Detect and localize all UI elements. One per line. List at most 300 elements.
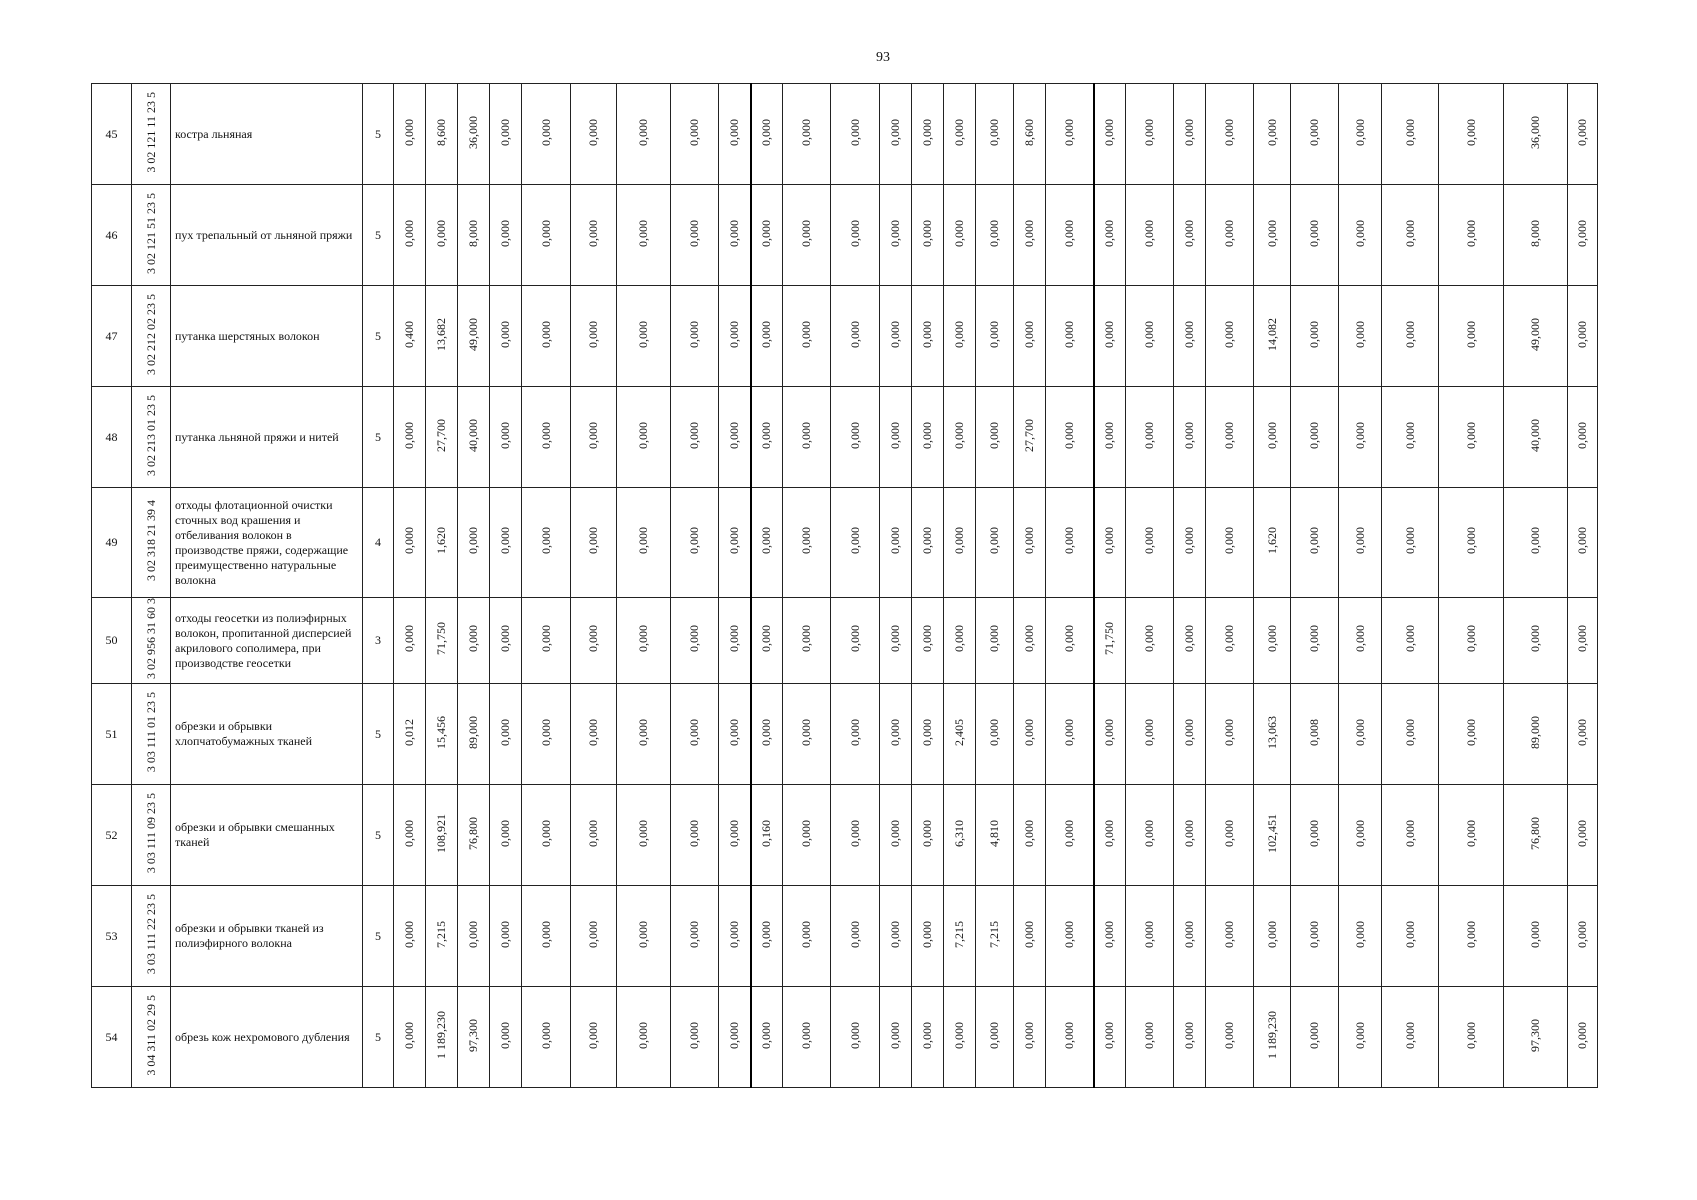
value-cell: 0,000 [799,718,813,746]
value-cell: 0,000 [1575,920,1589,948]
value-cell: 0,000 [952,1021,966,1049]
value-cell: 0,000 [1182,219,1196,247]
value-cell: 0,000 [586,118,600,146]
value-cell: 0,000 [888,625,902,652]
value-cell: 0,000 [498,920,512,948]
value-cell: 0,000 [888,118,902,146]
value-cell: 0,000 [1102,219,1117,247]
value-cell: 0,000 [1222,219,1236,247]
value-cell: 97,300 [466,1018,480,1052]
value-cell: 0,000 [1463,320,1478,348]
table-row [92,886,1598,987]
hazard-class: 5 [375,827,381,842]
value-cell: 0,000 [687,718,701,746]
value-cell: 0,000 [1575,527,1589,554]
value-cell: 0,000 [636,421,650,449]
table-row [92,987,1598,1088]
value-cell: 0,000 [1463,920,1478,948]
value-cell: 0,000 [847,625,862,652]
row-number: 51 [105,726,118,741]
value-cell: 0,000 [1575,320,1589,348]
value-cell: 0,000 [888,920,902,948]
value-cell: 0,000 [1102,527,1117,554]
value-cell: 0,000 [1142,718,1156,746]
value-cell: 0,000 [1182,625,1196,652]
value-cell: 0,000 [759,118,774,146]
value-cell: 0,000 [498,421,512,449]
value-cell: 7,215 [952,920,966,948]
value-cell: 0,000 [1022,920,1036,948]
value-cell: 0,000 [799,219,813,247]
value-cell: 0,000 [586,1021,600,1049]
value-cell: 0,000 [987,118,1001,146]
value-cell: 0,000 [1463,527,1478,554]
table-row [92,185,1598,286]
hazard-class: 5 [375,1029,381,1044]
value-cell: 0,000 [847,1021,862,1049]
value-cell: 0,000 [636,920,650,948]
value-cell: 0,000 [538,1021,553,1049]
value-cell: 0,000 [1528,920,1542,948]
value-cell: 0,000 [920,718,934,746]
waste-name: обрезь кож нехромового дубления [175,1029,350,1044]
value-cell: 0,000 [586,819,600,847]
value-cell: 0,000 [888,527,902,554]
value-cell: 0,000 [847,118,862,146]
value-cell: 0,000 [987,625,1001,652]
value-cell: 0,000 [987,219,1001,247]
value-cell: 0,000 [1352,527,1367,554]
value-cell: 0,000 [1142,1021,1156,1049]
value-cell: 0,000 [1264,920,1279,948]
value-cell: 0,000 [538,421,553,449]
value-cell: 0,000 [888,219,902,247]
value-cell: 108,921 [434,813,448,853]
table-row [92,387,1598,488]
value-cell: 0,000 [1402,819,1417,847]
value-cell: 0,000 [636,718,650,746]
value-cell: 0,000 [799,527,813,554]
value-cell: 0,000 [726,819,741,847]
value-cell: 89,000 [1528,715,1542,749]
value-cell: 7,215 [434,920,448,948]
value-cell: 0,000 [1402,421,1417,449]
value-cell: 0,000 [1352,421,1367,449]
waste-name: отходы геосетки из полиэфирных волокон, пропитанной дисперсией акрилового сополимера, при производстве геосетки [175,610,352,670]
waste-name: костра льняная [175,126,253,141]
table-row [92,684,1598,785]
value-cell: 0,000 [687,320,701,348]
value-cell: 0,000 [987,320,1001,348]
value-cell: 0,000 [1102,421,1117,449]
value-cell: 0,000 [726,718,741,746]
waste-code: 3 02 213 01 23 5 [143,394,158,476]
value-cell: 71,750 [434,622,448,655]
value-cell: 0,000 [799,819,813,847]
value-cell: 0,000 [687,625,701,652]
value-cell: 0,000 [1264,625,1279,652]
value-cell: 0,000 [759,527,774,554]
value-cell: 0,000 [1061,421,1076,449]
value-cell: 0,000 [1102,118,1117,146]
value-cell: 0,000 [687,421,701,449]
hazard-class: 5 [375,227,381,242]
value-cell: 6,310 [952,819,966,847]
value-cell: 0,000 [987,1021,1001,1049]
value-cell: 0,000 [1307,920,1321,948]
value-cell: 0,000 [687,527,701,554]
value-cell: 0,000 [759,320,774,348]
value-cell: 0,000 [1307,118,1321,146]
value-cell: 0,000 [687,219,701,247]
value-cell: 0,000 [636,1021,650,1049]
value-cell: 0,000 [687,118,701,146]
value-cell: 0,000 [498,527,512,554]
value-cell: 0,000 [402,625,416,652]
value-cell: 0,000 [1102,718,1117,746]
value-cell: 0,000 [1142,320,1156,348]
hazard-class: 3 [375,633,381,647]
value-cell: 13,682 [434,317,448,351]
value-cell: 0,000 [726,421,741,449]
value-cell: 0,000 [1061,625,1076,652]
value-cell: 0,000 [1264,118,1279,146]
value-cell: 102,451 [1264,813,1279,853]
value-cell: 0,000 [1463,118,1478,146]
value-cell: 0,000 [1402,718,1417,746]
value-cell: 0,000 [847,718,862,746]
value-cell: 0,000 [1402,527,1417,554]
value-cell: 0,000 [1575,219,1589,247]
row-number: 52 [105,827,118,842]
value-cell: 0,000 [1182,1021,1196,1049]
value-cell: 0,000 [888,718,902,746]
value-cell: 0,000 [1307,421,1321,449]
value-cell: 0,000 [586,320,600,348]
value-cell: 0,000 [847,421,862,449]
value-cell: 0,000 [1575,625,1589,652]
value-cell: 0,000 [1222,320,1236,348]
value-cell: 0,000 [636,320,650,348]
value-cell: 0,000 [1182,118,1196,146]
value-cell: 0,000 [1307,219,1321,247]
value-cell: 0,000 [1142,527,1156,554]
value-cell: 0,000 [799,625,813,652]
waste-name: путанка льняной пряжи и нитей [175,429,339,444]
value-cell: 0,000 [920,527,934,554]
value-cell: 0,000 [1575,819,1589,847]
value-cell: 0,000 [1222,118,1236,146]
value-cell: 0,000 [726,625,741,652]
value-cell: 0,000 [952,421,966,449]
value-cell: 0,000 [1402,320,1417,348]
value-cell: 0,000 [799,920,813,948]
value-cell: 0,000 [1222,421,1236,449]
waste-name: обрезки и обрывки смешанных тканей [175,820,335,849]
value-cell: 0,000 [759,1021,774,1049]
value-cell: 0,000 [847,320,862,348]
value-cell: 0,000 [799,1021,813,1049]
value-cell: 0,000 [952,320,966,348]
value-cell: 0,000 [1307,527,1321,554]
value-cell: 0,000 [1102,320,1117,348]
hazard-class: 5 [375,928,381,943]
value-cell: 0,000 [538,527,553,554]
value-cell: 0,000 [586,920,600,948]
value-cell: 7,215 [987,920,1001,948]
value-cell: 0,000 [726,527,741,554]
value-cell: 0,000 [402,118,416,146]
value-cell: 0,000 [636,625,650,652]
value-cell: 0,000 [1061,320,1076,348]
value-cell: 0,000 [434,219,448,247]
value-cell: 0,000 [1463,421,1478,449]
value-cell: 0,000 [1264,219,1279,247]
value-cell: 40,000 [466,418,480,452]
value-cell: 0,000 [759,421,774,449]
value-cell: 0,000 [498,118,512,146]
value-cell: 8,600 [1022,118,1036,146]
value-cell: 0,000 [1182,920,1196,948]
value-cell: 0,000 [498,718,512,746]
page-number: 93 [876,50,890,65]
value-cell: 0,000 [1222,718,1236,746]
value-cell: 0,000 [498,320,512,348]
value-cell: 0,000 [952,625,966,652]
value-cell: 0,000 [920,320,934,348]
value-cell: 0,000 [726,320,741,348]
value-cell: 0,000 [466,527,480,554]
value-cell: 0,000 [1463,625,1478,652]
value-cell: 0,000 [1182,527,1196,554]
waste-code: 3 03 111 01 23 5 [143,691,158,773]
value-cell: 0,000 [726,118,741,146]
value-cell: 0,000 [847,920,862,948]
value-cell: 0,000 [402,819,416,847]
value-cell: 0,000 [920,625,934,652]
value-cell: 0,000 [538,118,553,146]
value-cell: 0,000 [1352,625,1367,652]
value-cell: 0,000 [1575,1021,1589,1049]
value-cell: 0,000 [1022,718,1036,746]
value-cell: 0,000 [1352,320,1367,348]
value-cell: 0,000 [538,718,553,746]
value-cell: 0,400 [402,320,416,348]
value-cell: 0,000 [1022,320,1036,348]
value-cell: 2,405 [952,718,966,746]
value-cell: 0,000 [987,718,1001,746]
value-cell: 0,000 [1528,625,1542,652]
value-cell: 0,000 [1102,920,1117,948]
value-cell: 0,000 [538,920,553,948]
value-cell: 0,000 [586,718,600,746]
row-number: 48 [105,429,118,444]
value-cell: 0,000 [1575,118,1589,146]
value-cell: 71,750 [1102,622,1117,655]
value-cell: 0,000 [1142,118,1156,146]
value-cell: 0,000 [799,421,813,449]
value-cell: 0,000 [1182,819,1196,847]
value-cell: 0,160 [759,819,774,847]
value-cell: 0,000 [1528,527,1542,554]
value-cell: 0,000 [952,219,966,247]
value-cell: 0,000 [1222,1021,1236,1049]
value-cell: 0,000 [466,920,480,948]
value-cell: 0,000 [1061,920,1076,948]
value-cell: 0,000 [1352,1021,1367,1049]
hazard-class: 5 [375,328,381,343]
value-cell: 0,000 [1061,819,1076,847]
value-cell: 0,000 [1061,527,1076,554]
value-cell: 0,000 [538,625,553,652]
value-cell: 0,000 [799,118,813,146]
row-number: 47 [105,328,118,343]
waste-name: путанка шерстяных волокон [175,328,320,343]
row-number: 54 [105,1029,118,1044]
value-cell: 0,000 [1402,1021,1417,1049]
waste-name: обрезки и обрывки тканей из полиэфирного волокна [175,921,324,950]
value-cell: 0,000 [1352,920,1367,948]
value-cell: 0,000 [759,625,774,652]
value-cell: 0,000 [888,819,902,847]
value-cell: 0,000 [1102,1021,1117,1049]
row-number: 53 [105,928,118,943]
value-cell: 0,000 [687,1021,701,1049]
value-cell: 0,000 [538,219,553,247]
value-cell: 0,000 [1142,421,1156,449]
value-cell: 49,000 [1528,317,1542,351]
waste-code: 3 02 121 11 23 5 [143,91,158,173]
value-cell: 0,000 [636,527,650,554]
value-cell: 0,000 [847,219,862,247]
hazard-class: 5 [375,429,381,444]
hazard-class: 4 [375,535,381,549]
value-cell: 0,000 [498,1021,512,1049]
value-cell: 0,000 [920,118,934,146]
value-cell: 0,000 [687,819,701,847]
value-cell: 0,000 [987,421,1001,449]
value-cell: 0,000 [1022,1021,1036,1049]
value-cell: 0,000 [498,219,512,247]
value-cell: 0,000 [402,1021,416,1049]
value-cell: 27,700 [434,418,448,452]
table-row [92,785,1598,886]
value-cell: 0,000 [920,421,934,449]
hazard-class: 5 [375,726,381,741]
value-cell: 1,620 [1264,527,1279,554]
value-cell: 0,000 [987,527,1001,554]
waste-name: отходы флотационной очистки сточных вод крашения и отбеливания волокон в производстве пряжи, содержащие преимущественно натуральные волокна [175,497,349,587]
value-cell: 8,600 [434,118,448,146]
value-cell: 0,000 [920,219,934,247]
waste-name: обрезки и обрывки хлопчатобумажных тканей [175,719,313,748]
waste-code: 3 02 121 51 23 5 [143,192,158,274]
value-cell: 0,000 [888,1021,902,1049]
value-cell: 36,000 [466,115,480,149]
value-cell: 76,800 [1528,816,1542,850]
value-cell: 0,000 [1575,421,1589,449]
value-cell: 27,700 [1022,418,1036,452]
value-cell: 0,000 [1142,625,1156,652]
row-number: 49 [105,535,118,549]
value-cell: 0,000 [402,527,416,554]
value-cell: 40,000 [1528,418,1542,452]
row-number: 46 [105,227,118,242]
value-cell: 0,000 [1463,219,1478,247]
value-cell: 97,300 [1528,1018,1542,1052]
value-cell: 0,000 [1307,819,1321,847]
value-cell: 0,000 [759,219,774,247]
value-cell: 0,000 [498,625,512,652]
value-cell: 0,000 [1463,1021,1478,1049]
value-cell: 0,000 [1102,819,1117,847]
value-cell: 0,000 [726,920,741,948]
value-cell: 0,000 [1222,819,1236,847]
hazard-class: 5 [375,126,381,141]
value-cell: 0,000 [1402,118,1417,146]
table-row [92,598,1598,684]
value-cell: 0,000 [1575,718,1589,746]
row-number: 45 [105,126,118,141]
value-cell: 0,000 [586,421,600,449]
waste-code: 3 02 318 21 39 4 [143,500,158,581]
value-cell: 0,000 [1022,625,1036,652]
value-cell: 0,000 [636,219,650,247]
waste-name: пух трепальный от льняной пряжи [175,227,353,242]
value-cell: 0,000 [586,625,600,652]
value-cell: 0,000 [1022,819,1036,847]
value-cell: 0,000 [1463,718,1478,746]
value-cell: 0,000 [1182,320,1196,348]
waste-table [91,83,1598,1088]
waste-code: 3 03 111 22 23 5 [143,893,158,975]
value-cell: 0,000 [952,527,966,554]
value-cell: 15,456 [434,715,448,749]
value-cell: 0,000 [1222,920,1236,948]
value-cell: 13,063 [1264,715,1279,749]
value-cell: 4,810 [987,819,1001,847]
value-cell: 0,000 [1142,219,1156,247]
value-cell: 0,000 [1061,219,1076,247]
value-cell: 0,000 [402,920,416,948]
waste-code: 3 04 311 02 29 5 [143,994,158,1076]
value-cell: 0,000 [1352,819,1367,847]
value-cell: 14,082 [1264,317,1279,351]
value-cell: 1,620 [434,527,448,554]
value-cell: 1 189,230 [1264,1011,1279,1059]
value-cell: 0,000 [920,920,934,948]
value-cell: 0,000 [1022,219,1036,247]
value-cell: 0,000 [687,920,701,948]
value-cell: 0,000 [586,219,600,247]
value-cell: 0,000 [1182,718,1196,746]
waste-code: 3 02 956 31 60 3 [143,598,158,679]
value-cell: 0,000 [1402,625,1417,652]
value-cell: 0,000 [1061,718,1076,746]
value-cell: 0,000 [636,819,650,847]
value-cell: 36,000 [1528,115,1542,149]
value-cell: 0,000 [1352,219,1367,247]
value-cell: 89,000 [466,715,480,749]
value-cell: 0,000 [586,527,600,554]
value-cell: 0,000 [1264,421,1279,449]
value-cell: 76,800 [466,816,480,850]
value-cell: 0,000 [1222,625,1236,652]
value-cell: 0,000 [1463,819,1478,847]
value-cell: 0,000 [847,527,862,554]
value-cell: 0,000 [1402,219,1417,247]
value-cell: 0,000 [920,1021,934,1049]
